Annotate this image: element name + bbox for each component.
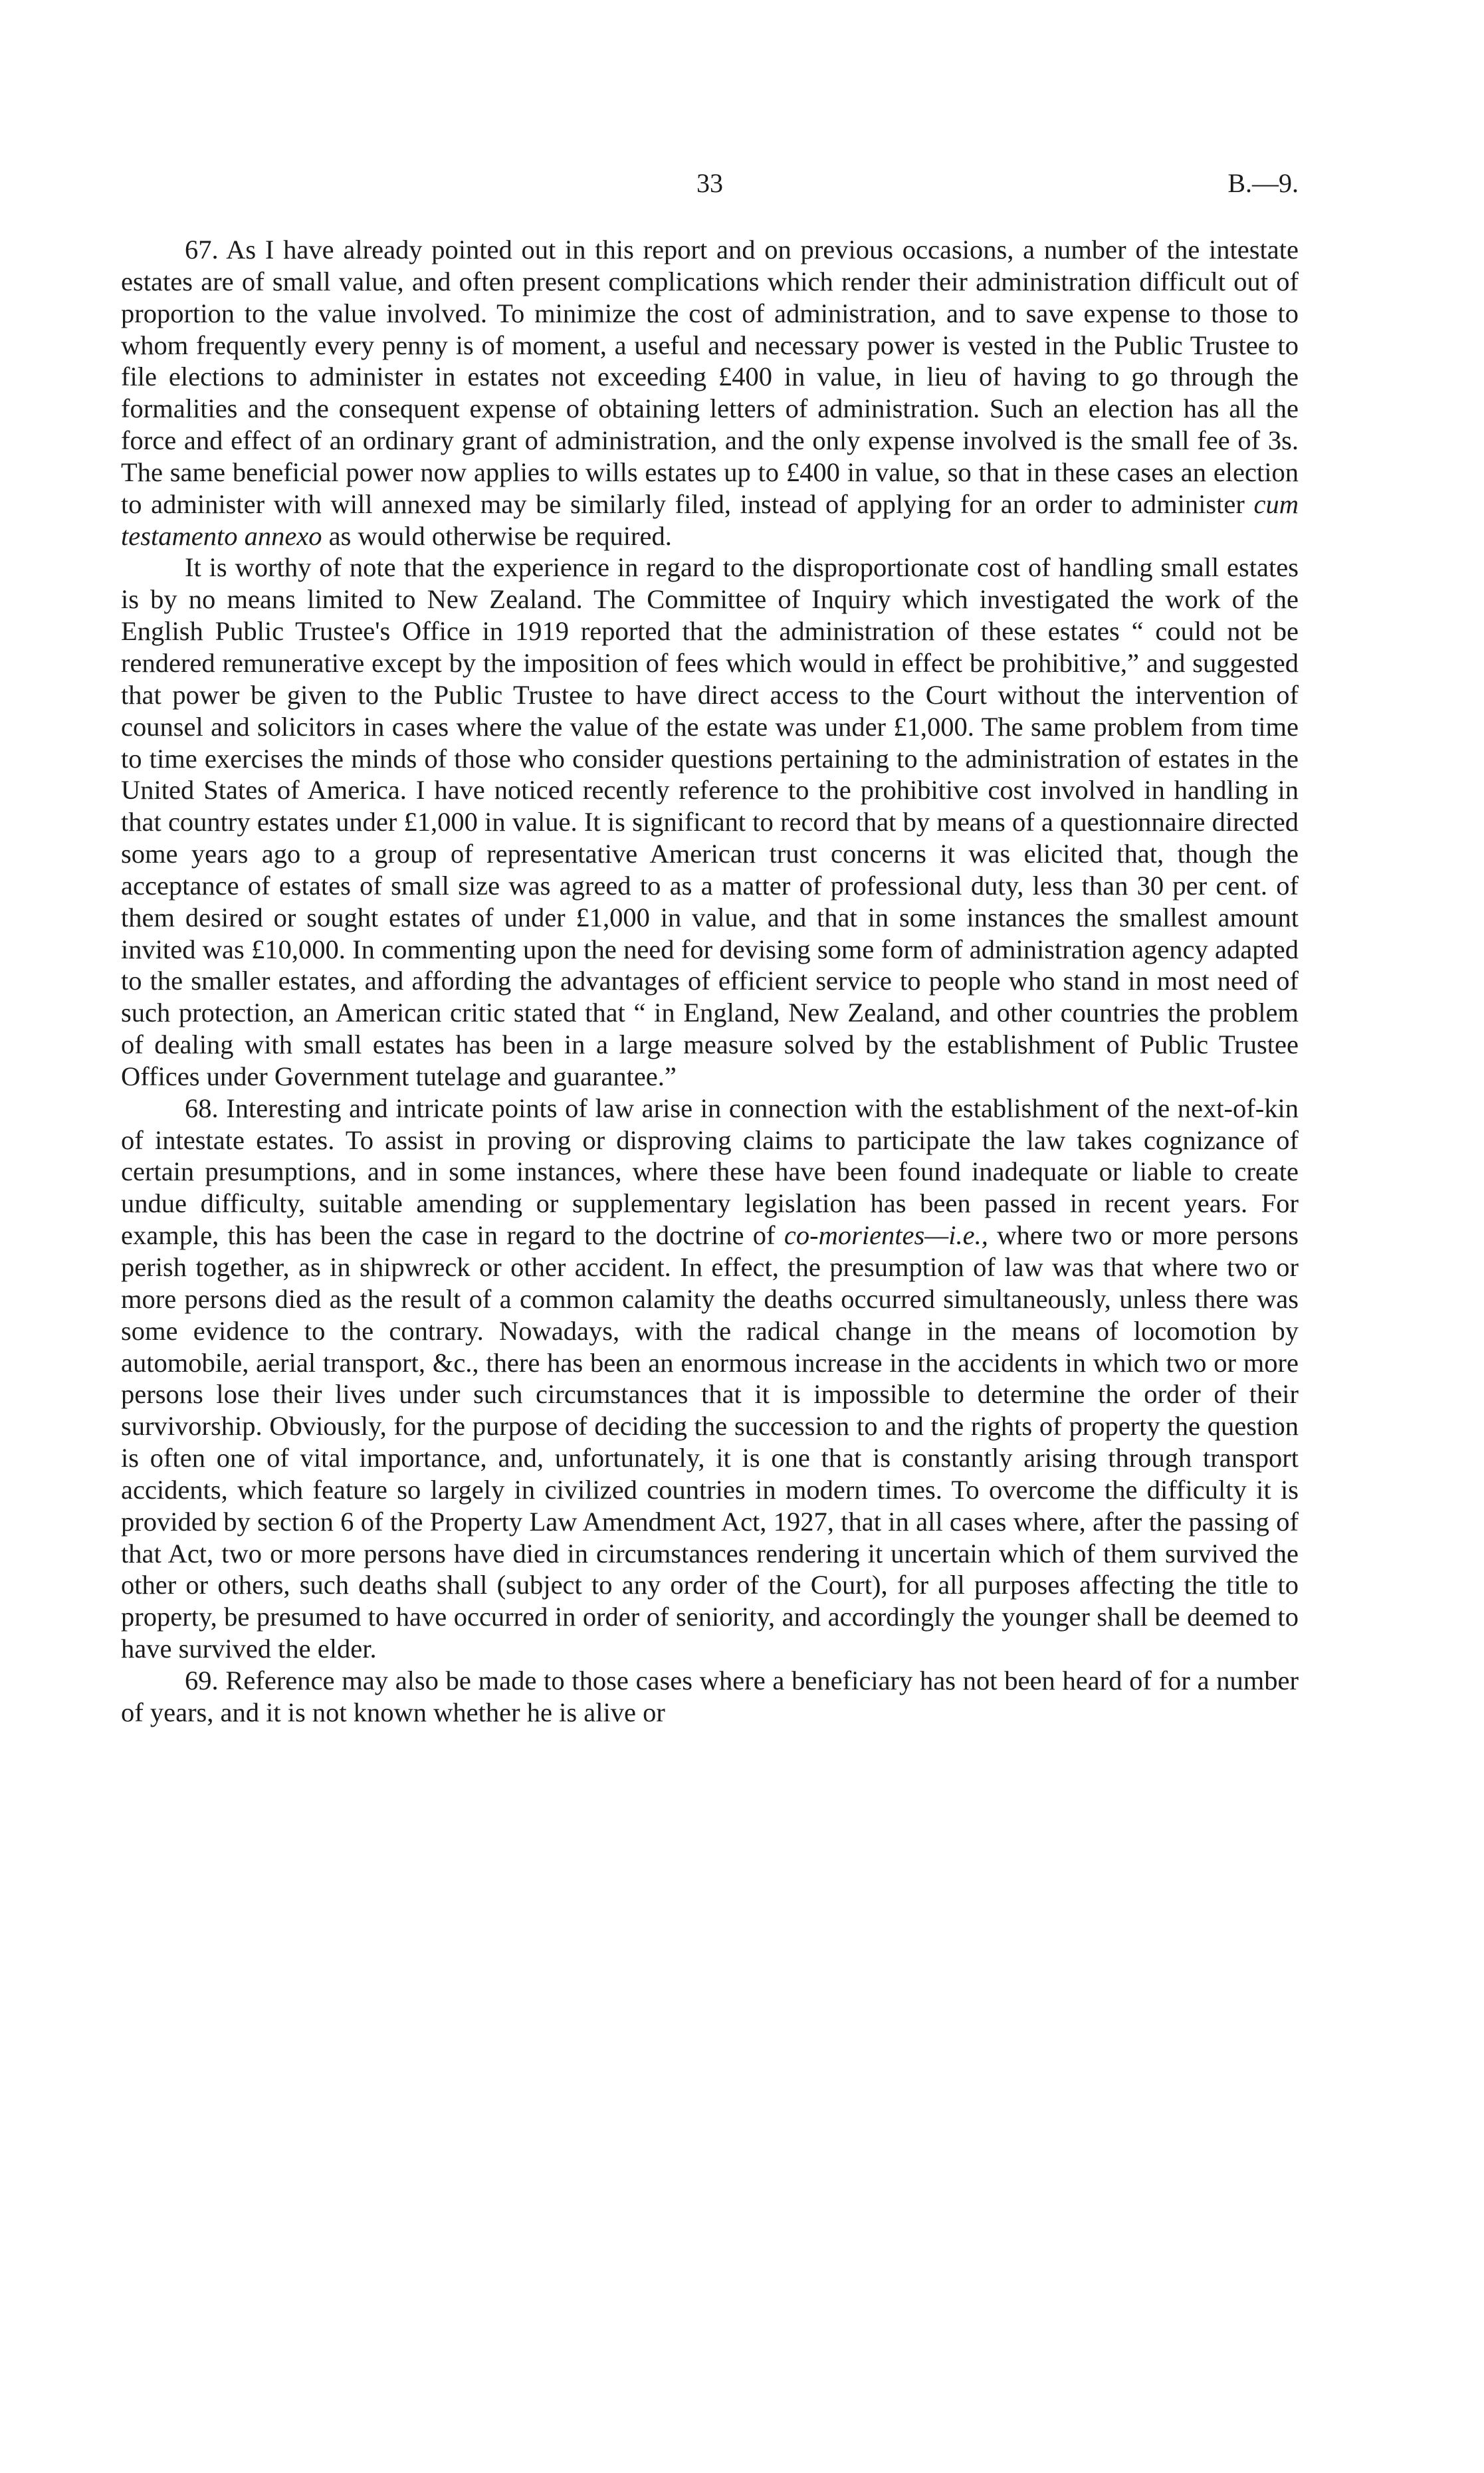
paragraph-text: where two or more persons perish together, as in shipwreck or other accident. In effect, the presumption of law was that where two or more persons died as the result of a common calamity the deaths occurred simultaneously, unless there was some evidence to the contrary. Nowadays, with the radical change in the means of locomotion by automobile, aerial transport, &c., there has been an enormous increase in the accidents in which two or more persons lose their lives under such circumstances that it is impossible to determine the order of their survivorship. Obviously, for the purpose of deciding the succession to and the rights of property the question is often one of vital importance, and, unfortunately, it is one that is constantly arising through transport accidents, which feature so largely in civilized countries in modern times. To overcome the difficulty it is provided by section 6 of the Property Law Amendment Act, 1927, that in all cases where, after the passing of that Act, two or more persons have died in circumstances rendering it uncertain which of them survived the other or others, such deaths shall (subject to any order of the Court), for all purposes affecting the title to property, be presumed to have occurred in order of seniority, and accordingly the younger shall be deemed to have survived the elder. (121, 1220, 1299, 1664)
paragraph-text: It is worthy of note that the experience in regard to the disproportionate cost of handling small estates is by no means limited to New Zealand. The Committee of Inquiry which investigated the work of the English Public Trustee's Office in 1919 reported that the administration of these estates “ could not be rendered remunerative except by the imposition of fees which would in effect be prohibitive,” and suggested that power be given to the Public Trustee to have direct access to the Court without the intervention of counsel and solicitors in cases where the value of the estate was under £1,000. The same problem from time to time exercises the minds of those who consider questions pertaining to the administration of estates in the United States of America. I have noticed recently reference to the prohibitive cost involved in handling in that country estates under £1,000 in value. It is significant to record that by means of a questionnaire directed some years ago to a group of representative American trust concerns it was elicited that, though the acceptance of estates of small size was agreed to as a matter of professional duty, less than 30 per cent. of them desired or sought estates of under £1,000 in value, and that in some instances the smallest amount invited was £10,000. In commenting upon the need for devising some form of administration agency adapted to the smaller estates, and affording the advantages of efficient service to people who stand in most need of such protection, an American critic stated that “ in England, New Zealand, and other countries the problem of dealing with small estates has been in a large measure solved by the establishment of Public Trustee Offices under Government tutelage and guarantee.” (121, 552, 1299, 1091)
paragraph-69 (121, 1665, 1299, 1729)
paragraph-67-continued (121, 552, 1299, 1092)
report-code: B.—9. (1227, 168, 1299, 198)
paragraph-67 (121, 234, 1299, 552)
paragraph-text: 68. Interesting and intricate points of law arise in connection with the establishment of the next-of-kin of intestate estates. To assist in proving or disproving claims to participate the law takes cognizance of certain presumptions, and in some instances, where these have been found inadequate or liable to create undue difficulty, suitable amending or supplementary legislation has been passed in recent years. For example, this has been the case in regard to the doctrine of (121, 1093, 1299, 1251)
latin-phrase: cum testamento annexo (121, 488, 1299, 551)
page-header (121, 167, 1299, 207)
page-number: 33 (696, 168, 723, 198)
paragraph-68 (121, 1093, 1299, 1665)
paragraph-text: 69. Reference may also be made to those cases where a beneficiary has not been heard of for a number of years, and it is not known whether he is alive or (121, 1665, 1299, 1727)
latin-phrase: co-morientes—i.e., (784, 1220, 988, 1251)
paragraph-text: as would otherwise be required. (322, 520, 672, 551)
body-text (121, 234, 1299, 1729)
paragraph-text: 67. As I have already pointed out in this report and on previous occasions, a number of the intestate estates are of small value, and often present complications which render their administration difficult out of proportion to the value involved. To minimize the cost of administration, and to save expense to those to whom frequently every penny is of moment, a useful and necessary power is vested in the Public Trustee to file elections to administer in estates not exceeding £400 in value, in lieu of having to go through the formalities and the consequent expense of obtaining letters of administration. Such an election has all the force and effect of an ordinary grant of administration, and the only expense involved is the small fee of 3s. The same beneficial power now applies to wills estates up to £400 in value, so that in these cases an election to administer with will annexed may be similarly filed, instead of applying for an order to administer (121, 235, 1299, 519)
